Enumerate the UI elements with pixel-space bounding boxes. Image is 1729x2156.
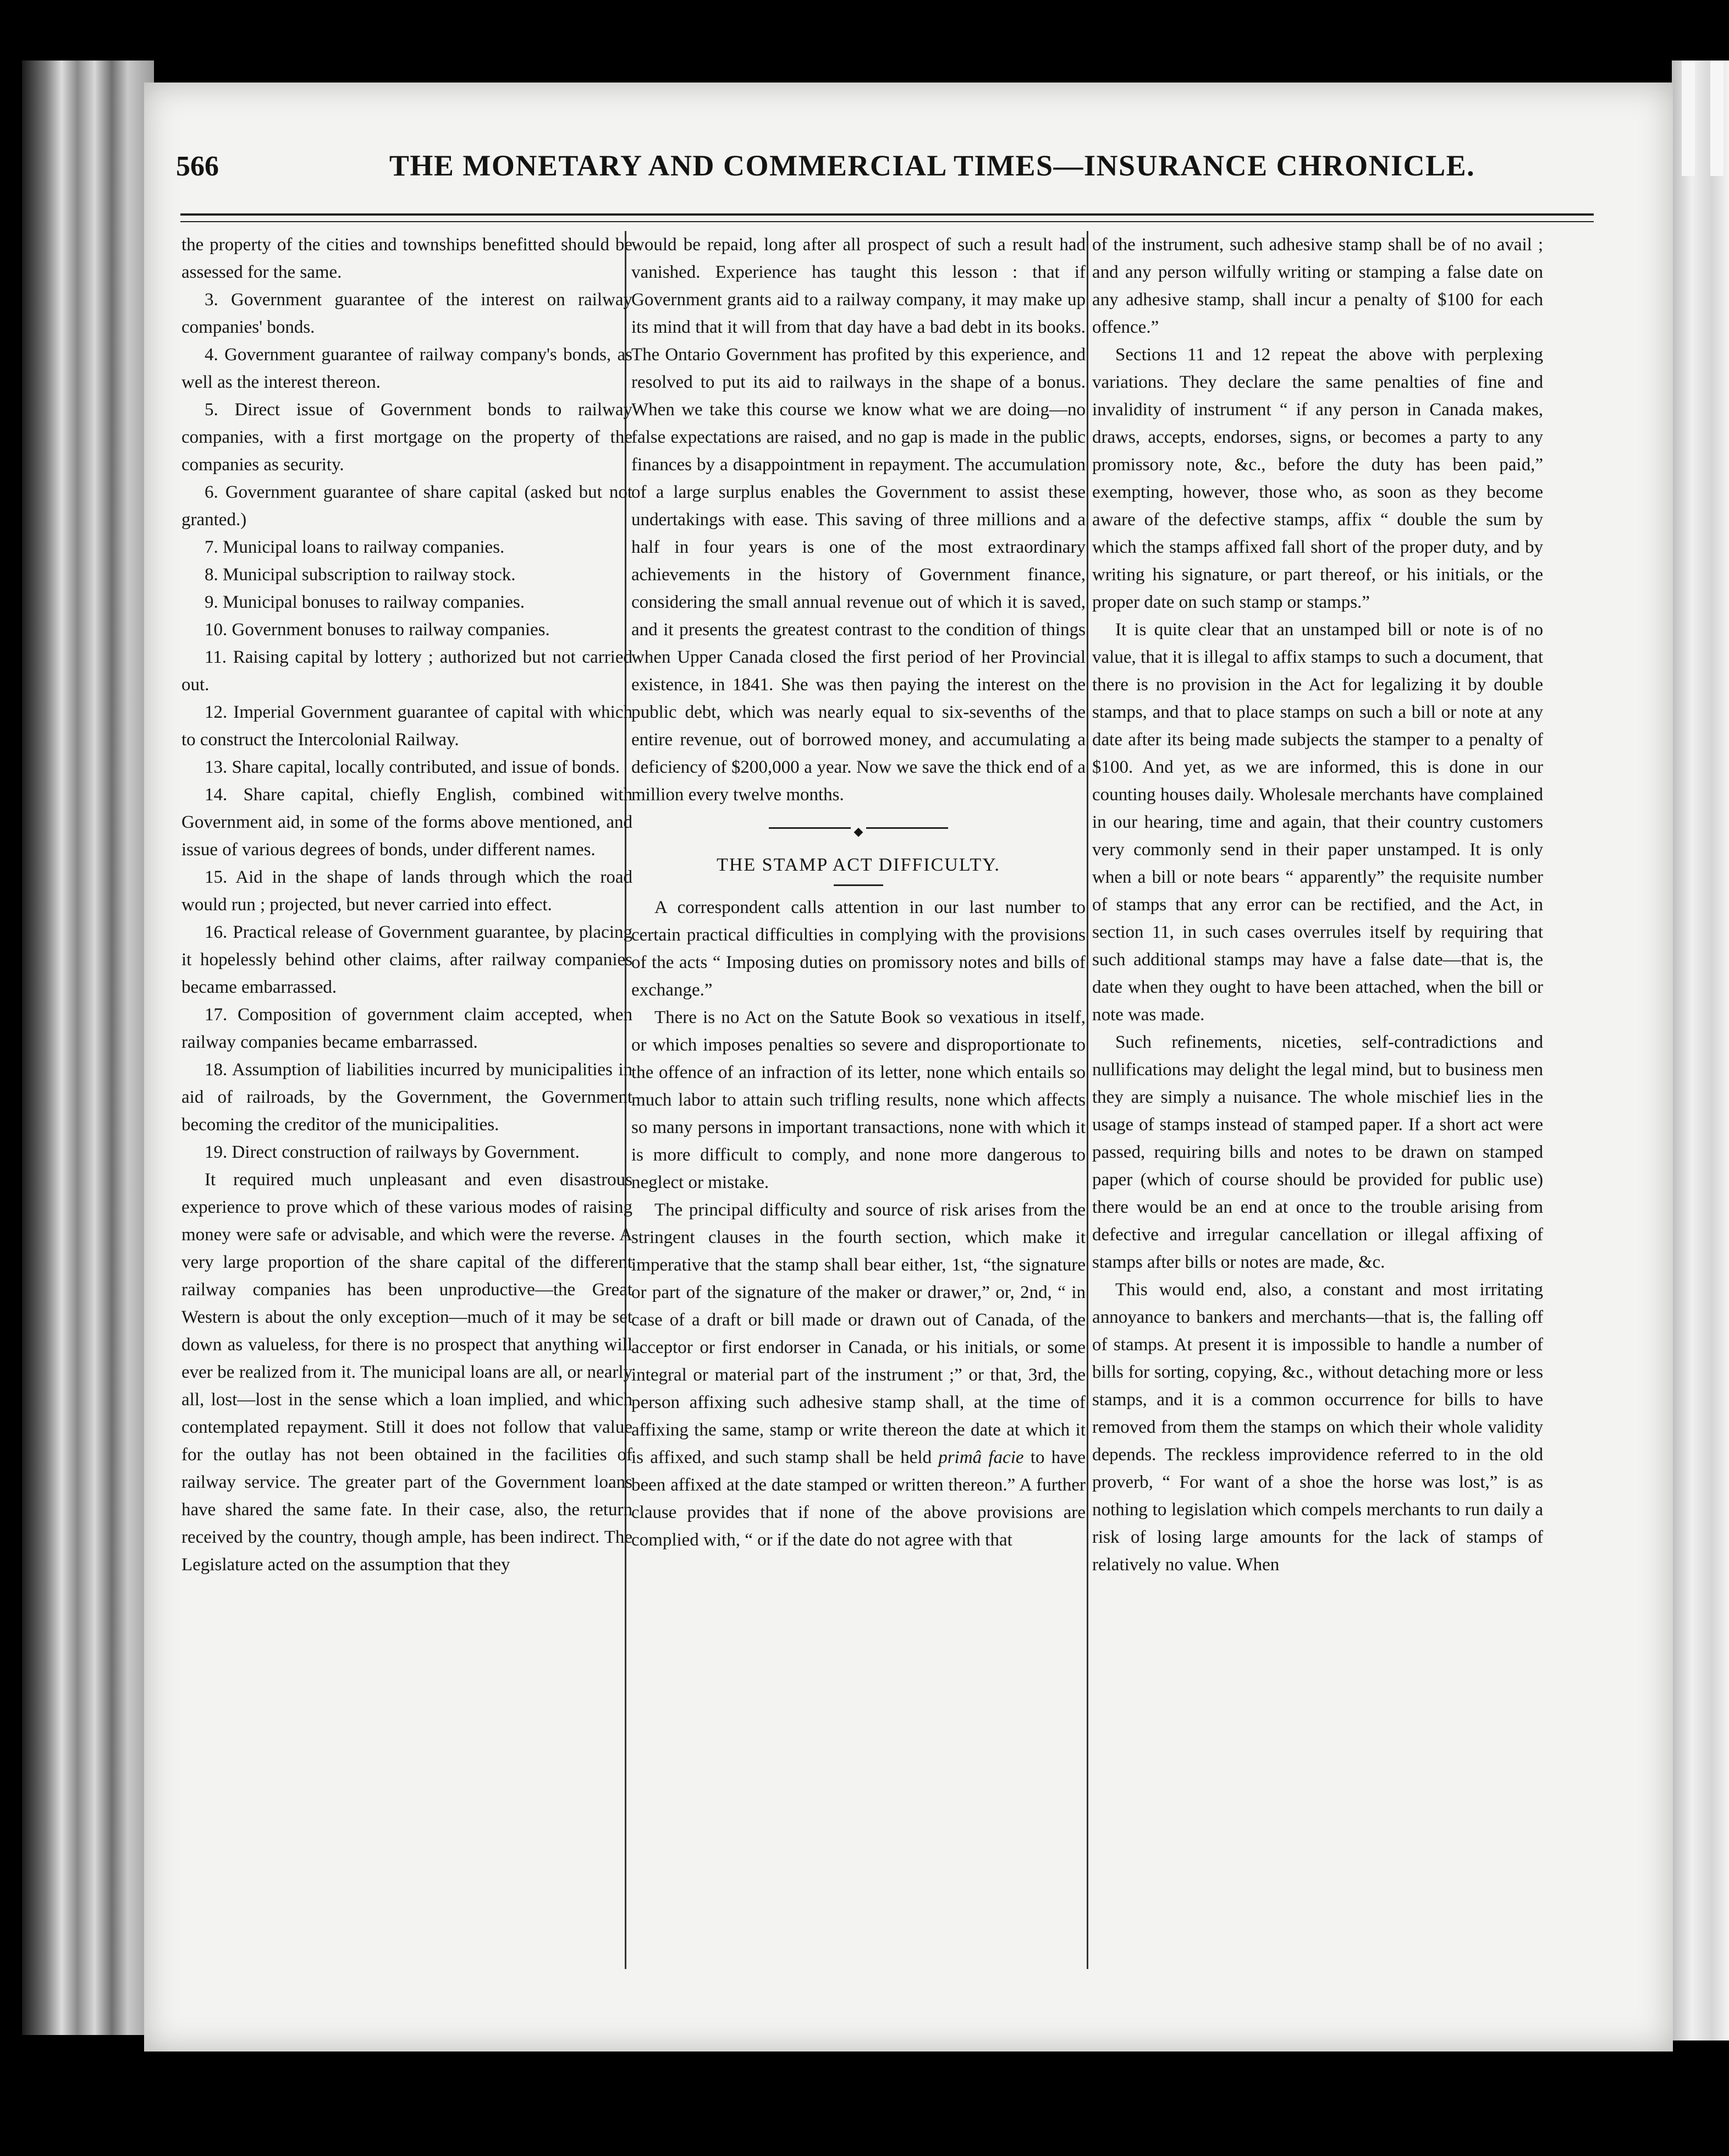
list-item: 19. Direct construction of railways by Government. [205,1142,580,1162]
list-item: 4. Government guarantee of railway company's bonds, as well as the interest thereon. [181,345,632,392]
column-3 [1092,231,1543,1980]
body-paragraph: There is no Act on the Satute Book so vexatious in itself, or which imposes penalties so severe and disproportionate to the offence of an infraction of its letter, none which entails so much labor to attain such trifling results, none which affects so many persons in important transactions, none with which it is more difficult to comply, and none more dangerous to neglect or mistake. [631,1008,1086,1192]
edge-mark [1682,61,1695,176]
column-1 [181,231,632,1980]
edge-mark [1710,61,1724,176]
body-paragraph: Sections 11 and 12 repeat the above with perplexing variations. They declare the same penalties of fine and invalidity of instrument “ if any person in Canada makes, draws, accepts, endorses, signs, or becomes a party to any promissory note, &c., before the duty has been paid,” exempting, however, those who, as soon as they become aware of the defective stamps, affix “ double the sum by which the stamps affixed fall short of the proper duty, and by writing his signature, or part thereof, or his initials, or the proper date on such stamp or stamps.” [1092,345,1543,612]
ornament-glyph: ◆ [851,824,867,838]
page-number: 566 [176,151,219,182]
list-item: 14. Share capital, chiefly English, combined with Government aid, in some of the forms above mentioned, and issue of various degrees of bonds, under different names. [181,785,632,860]
italic-phrase: primâ facie [938,1448,1024,1467]
list-item: 3. Government guarantee of the interest on railway companies' bonds. [181,290,632,337]
column-2 [631,231,1086,1980]
list-item: 8. Municipal subscription to railway stock. [205,565,516,585]
column-1-intro: the property of the cities and townships benefitted should be assessed for the same. [181,235,632,282]
paragraph-text: The principal difficulty and source of risk arises from the stringent clauses in the fourth section, which make it imperative that the stamp shall bear either, 1st, “the signature or part of the signature of the maker or drawer,” or, 2nd, “ in case of a draft or bill made or drawn out of Canada, of the acceptor or first endorser in Canada, or his initials, or some integral or material part of the instrument ;” or that, 3rd, the person affixing such adhesive stamp shall, at the time of affixing the same, stamp or write thereon the date at which it is affixed, and such stamp shall be held [631,1200,1086,1467]
body-paragraph [631,1196,1086,1554]
list-item: 11. Raising capital by lottery ; authorized but not carried out. [181,647,632,695]
list-item: 10. Government bonuses to railway companies. [205,620,550,640]
running-title: THE MONETARY AND COMMERCIAL TIMES—INSURANCE CHRONICLE. [389,149,1475,182]
section-divider-ornament [631,816,1086,838]
right-page-edge [1672,61,1729,2041]
list-item: 12. Imperial Government guarantee of capital with which to construct the Intercolonial Railway. [181,702,632,750]
paragraph-text: to have been affixed at the date stamped or written thereon.” A further clause provides that if none of the above provisions are complied with, “ or if the date do not agree with that [631,1448,1086,1550]
article-title: THE STAMP ACT DIFFICULTY. [717,855,1000,875]
page-header [176,148,1595,198]
list-item: 18. Assumption of liabilities incurred by municipalities in aid of railroads, by the Government, the Government becoming the creditor of the municipalities. [181,1060,632,1135]
body-paragraph: A correspondent calls attention in our last number to certain practical difficulties in complying with the provisions of the acts “ Imposing duties on promissory notes and bills of exchange.” [631,898,1086,1000]
book-binding-edge [22,61,154,2035]
body-paragraph: It is quite clear that an unstamped bill or note is of no value, that it is illegal to affix stamps to such a document, that there is no provision in the Act for legalizing it by double stamps, and that to place stamps on such a bill or note at any date after its being made subjects the stamper to a penalty of $100. And yet, as we are informed, this is done in our counting houses daily. Wholesale merchants have complained in our hearing, time and again, that their country customers very commonly send in their paper unstamped. It is only when a bill or note bears “ apparently” the requisite number of stamps that any error can be rectified, and the Act, in section 11, in such cases overrules itself by requiring that such additional stamps may have a false date—that is, the date when they ought to have been attached, when the bill or note was made. [1092,620,1543,1025]
body-paragraph: This would end, also, a constant and most irritating annoyance to bankers and merchants—that is, the falling off of stamps. At present it is impossible to handle a number of bills for sorting, copying, &c., without detaching more or less stamps, and it is a common occurrence for bills to have removed from them the stamps on which their whole validity depends. The reckless improvidence referred to in the old proverb, “ For want of a shoe the horse was lost,” is as nothing to legislation which compels merchants to run daily a risk of losing large amounts for the lack of stamps of relatively no value. When [1092,1280,1543,1575]
list-item: 5. Direct issue of Government bonds to railway companies, with a first mortgage on the property of the companies as security. [181,400,632,475]
list-item: 7. Municipal loans to railway companies. [205,537,505,557]
list-item: 9. Municipal bonuses to railway companies. [205,592,525,612]
column-divider [1087,231,1088,1969]
header-rule [180,213,1594,222]
list-item: 15. Aid in the shape of lands through which the road would run ; projected, but never carried into effect. [181,867,632,915]
column-3-continuation: of the instrument, such adhesive stamp shall be of no avail ; and any person wilfully writing or stamping a false date on any adhesive stamp, shall incur a penalty of $100 for each offence.” [1092,235,1543,337]
body-paragraph: It required much unpleasant and even disastrous experience to prove which of these various modes of raising money were safe or advisable, and which were the reverse. A very large proportion of the share capital of the different railway companies has been unproductive—the Great Western is about the only exception—much of it may be set down as valueless, for there is no prospect that anything will ever be realized from it. The municipal loans are all, or nearly all, lost—lost in the sense which a loan implied, and which contemplated repayment. Still it does not follow that value for the outlay has not been obtained in the facilities of railway service. The greater part of the Government loans have shared the same fate. In their case, also, the return received by the country, though ample, has been indirect. The Legislature acted on the assumption that they [181,1170,632,1575]
list-item: 16. Practical release of Government guarantee, by placing it hopelessly behind other claims, after railway companies became embarrassed. [181,922,632,997]
body-paragraph: Such refinements, niceties, self-contradictions and nullifications may delight the legal mind, but to business men they are simply a nuisance. The whole mischief lies in the usage of stamps instead of stamped paper. If a short act were passed, requiring bills and notes to be drawn on stamped paper (which of course should be provided for public use) there would be an end at once to the trouble arising from defective and irregular cancellation or illegal affixing of stamps after bills or notes are made, &c. [1092,1032,1543,1272]
list-item: 13. Share capital, locally contributed, and issue of bonds. [205,757,620,777]
column-2-continuation: would be repaid, long after all prospect of such a result had vanished. Experience has taught this lesson : that if Government grants aid to a railway company, it may make up its mind that it will from that day have a bad debt in its books. The Ontario Government has profited by this experience, and resolved to put its aid to railways in the shape of a bonus. When we take this course we know what we are doing—no false expectations are raised, and no gap is made in the public finances by a disappointment in repayment. The accumulation of a large surplus enables the Government to assist these undertakings with ease. This saving of three millions and a half in four years is one of the most extraordinary achievements in the history of Government finance, considering the small annual revenue out of which it is saved, and it presents the greatest contrast to the condition of things when Upper Canada closed the first period of her Provincial existence, in 1841. She was then paying the interest on the public debt, which was nearly equal to six-sevenths of the entire revenue, out of borrowed money, and accumulating a deficiency of $200,000 a year. Now we save the thick end of a million every twelve months. [631,235,1086,805]
title-rule [834,884,883,886]
list-item: 17. Composition of government claim accepted, when railway companies became embarrassed. [181,1005,632,1052]
list-item: 6. Government guarantee of share capital (asked but not granted.) [181,482,632,530]
